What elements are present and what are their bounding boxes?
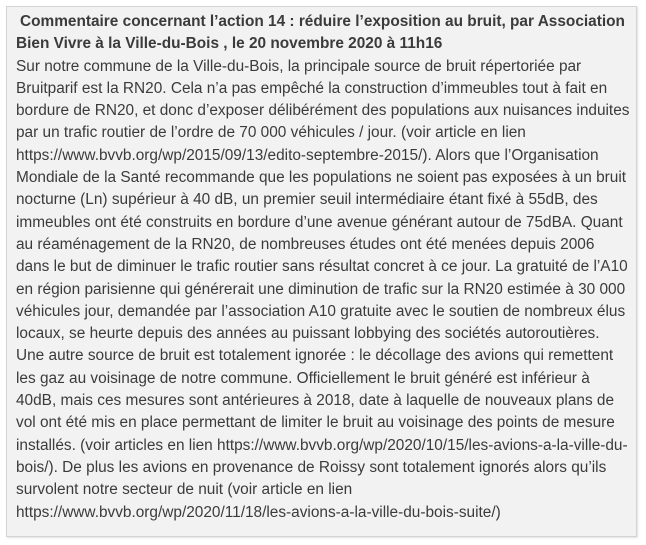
comment-paragraph-1: Sur notre commune de la Ville-du-Bois, la principale source de bruit répertoriée par Bruitparif est la RN20. Cela n’a pas empêché la construction d’immeubles tout à fait en bordure de RN20, et donc d’exposer délibérément des populations aux nuisances induites par un trafic routier de l’ordre de 70 000 véhicules / jour. (voir article en lien https://www.bvvb.org/wp/2015/09/13/edito-septembre-2015/). Alors que l’Organisation Mondiale de la Santé recommande que les populations ne soient pas exposées à un bruit nocturne (Ln) supérieur à 40 dB, un premier seuil intermédiaire étant fixé à 55dB, des immeubles ont été construits en bordure d’une avenue générant autour de 75dBA. Quant au réaménagement de la RN20, de nombreuses études ont été menées depuis 2006 dans le but de diminuer le trafic routier sans résultat concret à ce jour. La gratuité de l’A10 en région parisienne qui générerait une diminution de trafic sur la RN20 estimée à 30 000 véhicules jour, demandée par l’association A10 gratuite avec le soutien de nombreux élus locaux, se heurte depuis des années au puissant lobbying des sociétés autoroutières. — [16, 57, 630, 343]
comment-box — [6, 6, 637, 537]
comment-title — [16, 11, 630, 56]
comment-title-line-1: Commentaire concernant l’action 14 : réduire l’exposition au bruit, par Association — [20, 13, 625, 30]
comment-title-line-2: Bien Vivre à la Ville-du-Bois , le 20 novembre 2020 à 11h16 — [16, 35, 443, 53]
comment-paragraph-2: Une autre source de bruit est totalement ignorée : le décollage des avions qui remettent les gaz au voisinage de notre commune. Officiellement le bruit généré est inférieur à 40dB, mais ces mesures sont antérieures à 2018, date à laquelle de nouveaux plans de vol ont été mis en place permettant de limiter le bruit au voisinage des points de mesure installés. (voir articles en lien https://www.bvvb.org/wp/2020/10/15/les-avions-a-la-ville-du-bois/). De plus les avions en provenance de Roissy sont totalement ignorés alors qu’ils survolent notre secteur de nuit (voir article en lien https://www.bvvb.org/wp/2020/11/18/les-avions-a-la-ville-du-bois-suite/) — [16, 347, 628, 521]
